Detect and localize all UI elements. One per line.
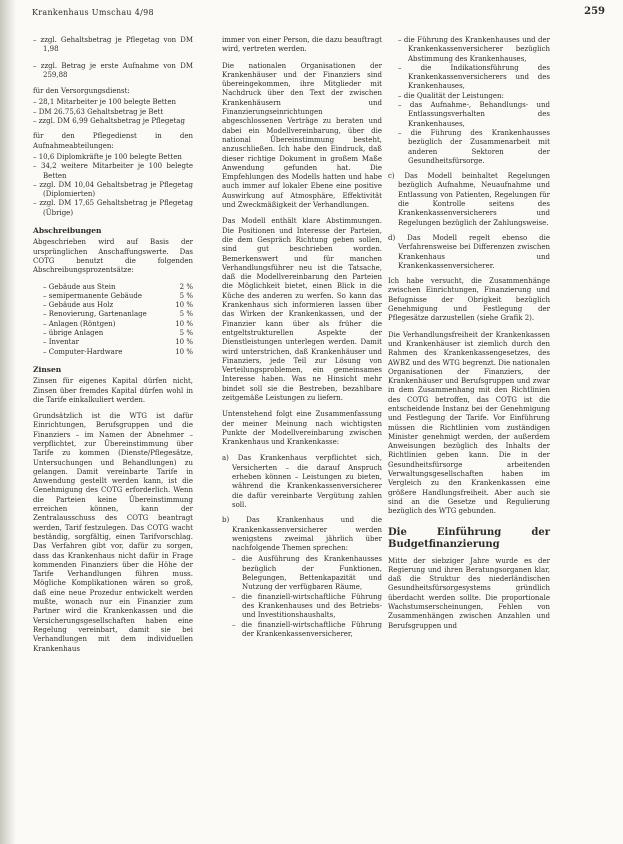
section-heading: Zinsen xyxy=(33,364,62,374)
section-heading: Abschreibungen xyxy=(33,226,102,236)
rate-label: – Inventar xyxy=(43,338,79,347)
paragraph: Zinsen für eigenes Kapital dürfen nicht, Zinsen über fremdes Kapital dürfen wohl in die Tarife einkalkuliert werden. xyxy=(33,377,193,404)
rate-label: – Anlagen (Röntgen) xyxy=(43,319,116,328)
paragraph: Ich habe versucht, die Zusammenhänge zwischen Einrichtungen, Finanzierung und Befugnisse der Obrigkeit bezüglich Genehmigung und Festlegung der Pflegesätze darzustellen (siehe Grafik 2). xyxy=(388,277,550,323)
list-item: – die Führung des Krankenhausses bezüglich der Zusammenarbeit mit anderen Sektoren der Gesundheitsfürsorge. xyxy=(398,128,550,165)
paragraph: – zzgl. Betrag je erste Aufnahme von DM 259,88 xyxy=(33,61,193,79)
enumerated-item: d) Das Modell regelt ebenso die Verfahrensweise bei Differenzen zwischen Krankenhaus und Krankenkassenversicherer. xyxy=(388,233,550,270)
rate-row xyxy=(33,348,193,357)
rate-percent: 2 % xyxy=(179,282,193,291)
list-title: für den Versorgungsdienst: xyxy=(33,87,130,96)
rate-row xyxy=(33,292,193,301)
list-item: – zzgl. DM 10,04 Gehaltsbetrag je Pflegetag (Diplomierten) xyxy=(33,180,193,199)
list-item: – 28,1 Mitarbeiter je 100 belegte Betten xyxy=(33,98,177,107)
rate-percent: 10 % xyxy=(175,301,193,310)
section-heading: Die Einführung der Budgetfinanzierung xyxy=(388,526,550,550)
paragraph: Abgeschrieben wird auf Basis der ursprünglichen Anschaffungswerte. Das COTG benutzt die folgenden Abschreibungsprozentsätze: xyxy=(33,238,193,275)
rate-percent: 5 % xyxy=(179,329,193,338)
paragraph: Untenstehend folgt eine Zusammenfassung der meiner Meinung nach wichtigsten Punkte der Modellvereinbarung zwischen Krankenhaus und Krankenkasse: xyxy=(222,410,382,447)
paragraph: Mitte der siebziger Jahre wurde es der Regierung und ihren Beratungsorganen klar, daß die Struktur des niederländischen Gesundheitsfürsorgesystems gründlich überdacht werden sollte. Die proportionale Wachstumserscheinungen, Fehlen von Zusammenhängen zwischen Anzahlen und Berufsgruppen und xyxy=(388,556,550,630)
rate-percent: 5 % xyxy=(179,310,193,319)
rate-label: – Gebäude aus Stein xyxy=(43,282,116,291)
paragraph: Die nationalen Organisationen der Krankenhäuser und der Finanziers sind übereingekommen, ihre Mitglieder mit Nachdruck über den Text der zwischen Krankenhäusern und Finanzierungseinrichtungen abgeschlossenen Verträge zu beraten und dabei ein Modellvereinbarung, über die national Übereinstimmung besteht, anzuschließen. Ich habe den Eindruck, daß dieser richtige Dokument in großem Maße Anwendung gefunden hat. Die Empfehlungen des Modells hatten und habe auch immer auf lokaler Ebene eine positive Auswirkung auf Atmosphäre, Effektivität und Zweckmäßigkeit der Verhandlungen. xyxy=(222,61,382,210)
rate-label: – Gebäude aus Holz xyxy=(43,301,114,310)
list-item: – die Ausführung des Krankenhausses bezüglich der Funktionen, Belegungen, Bettenkapazität und Nutzung der verfügbaren Räume, xyxy=(232,555,382,592)
rate-row xyxy=(33,338,193,347)
journal-title: Krankenhaus Umschau 4/98 xyxy=(32,8,154,17)
text-column-2 xyxy=(222,36,382,645)
list-item: – die Qualität der Leistungen: xyxy=(398,91,504,100)
list-title: für den Pflegedienst in den Aufnahmeabteilungen: xyxy=(33,132,193,150)
rate-label: – semipermanente Gebäude xyxy=(43,291,142,300)
rate-row xyxy=(33,320,193,329)
list-item: – 10,6 Diplomkräfte je 100 belegte Betten xyxy=(33,152,182,161)
page-spine-shadow xyxy=(0,0,16,844)
paragraph: Die Verhandlungsfreiheit der Krankenkassen und Krankenhäuser ist ziemlich durch den Rahmen des Krankenkassengesetzes, des AWBZ und des WTG begrenzt. Die nationalen Organisationen der Finanziers, der Krankenhäuser und Berufsgruppen und zwar in dem Zusammenhang mit den Richtlinien des COTG betroffen, das COTG ist die entscheidende Instanz bei der Genehmigung und Festlegung der Tarife. Vor Einführung müssen die Richtlinien vom zuständigen Minister genehmigt werden, der außerdem Anweisungen bezüglich des Inhalts der Richtlinien geben kann. Die in der Gesundheitsfürsorge arbeitenden Verwaltungsgesellschaften haben im Vergleich zu den Krankenkassen eine größere Handlungsfreiheit. Aber auch sie sind an die Gesetze und Regulierung bezüglich des WTG gebunden. xyxy=(388,330,550,516)
list-item: – die finanziell-wirtschaftliche Führung der Krankenkassenversicherer, xyxy=(232,620,382,638)
list-item: – DM 26.75,63 Gehaltsbetrag je Bett xyxy=(33,107,164,116)
enumerated-item: a) Das Krankenhaus verpflichtet sich, Versicherten – die darauf Anspruch erheben können – Leistungen zu bieten, während die Krankenkassenversicherer die dafür vereinbarte Vergütung zahlen soll. xyxy=(222,454,382,509)
list-item: – zzgl. DM 17,65 Gehaltsbetrag je Pflegetag (Übrige) xyxy=(33,199,193,217)
paragraph: Grundsätzlich ist die WTG ist dafür Einrichtungen, Berufsgruppen und die Finanziers – im Namen der Abnehmer – verpflichtet, zur Übereinstimmung über Tarife zu kommen (Dienste/Pflegesätze, Untersuchungen und Behandlungen) zu gelangen. Damit vereinbarte Tarife in Anwendung gestellt werden kann, ist die Genehmigung des COTG erforderlich. Wenn die Parteien keine Übereinstimmung erreichen können, kann der Zentralausschuss des COTG beantragt werden, Tarif festzulegen. Das COTG wacht beständig, sorgfältig, einen Tarifvorschlag. Das Verfahren gibt vor, dafür zu sorgen, dass das Krankenhaus nicht dafür in Frage kommenden Finanziers über die Höhe der Tarife Verhandlungen führen muss. Mögliche Komplikationen wären so groß, daß eine neue Prozedur entwickelt werden mußte, wonach nur ein Finanzier zum Partner wird die Krankenkassen und die Versicherungsgesellschaften haben eine Regelung vereinbart, damit sie bei Verhandlungen mit dem individuellen Krankenhaus xyxy=(33,412,193,653)
text-column-1 xyxy=(33,36,193,661)
rate-row xyxy=(33,329,193,338)
paragraph: – zzgl. Gehaltsbetrag je Pflegetag von DM 1,98 xyxy=(33,36,193,54)
rate-row xyxy=(33,283,193,292)
paragraph: immer von einer Person, die dazu beauftragt wird, vertreten werden. xyxy=(222,36,382,54)
rate-percent: 10 % xyxy=(175,319,193,328)
page-header xyxy=(32,6,605,18)
bullet-list xyxy=(222,555,382,639)
list-item: – die finanziell-wirtschaftliche Führung des Krankenhauses und des Betriebs- und Investitionshaushalts, xyxy=(232,592,382,620)
list-item: – die Indikationsführung des Krankenkassenversicherers und des Krankenhauses, xyxy=(398,63,550,91)
depreciation-rates-list xyxy=(33,283,193,357)
rate-label: – Computer-Hardware xyxy=(43,347,123,356)
page-number: 259 xyxy=(584,6,605,17)
rate-percent: 10 % xyxy=(175,338,193,347)
rate-label: – Renovierung, Gartenanlage xyxy=(43,310,147,319)
enumerated-item: c) Das Modell beinhaltet Regelungen bezüglich Aufnahme, Neuaufnahme und Entlassung von Patienten, Regelungen für die Kontrolle seitens des Krankenkassenversicherers und Regelungen bezüglich der Zahlungsweise. xyxy=(388,172,550,227)
list-item: – das Aufnahme-, Behandlungs- und Entlassungsverhalten des Krankenhauses, xyxy=(398,101,550,128)
rate-percent: 10 % xyxy=(175,347,193,356)
bullet-list xyxy=(33,153,193,218)
text-column-3 xyxy=(388,36,550,638)
rate-label: – übrige Anlagen xyxy=(43,329,104,338)
list-item: – die Führung des Krankenhauses und der Krankenkassenversicherer bezüglich Abstimmung des Krankenhauses, xyxy=(398,36,550,63)
list-item: – 34,2 weitere Mitarbeiter je 100 belegte Betten xyxy=(33,162,193,180)
list-item: – zzgl. DM 6,99 Gehaltsbetrag je Pflegetag xyxy=(33,117,185,126)
rate-row xyxy=(33,310,193,319)
enumerated-item: b) Das Krankenhaus und die Krankenkassenversicherer werden wenigstens zweimal jährlich über nachfolgende Themen sprechen: xyxy=(222,516,382,553)
rate-percent: 5 % xyxy=(179,291,193,300)
bullet-list xyxy=(33,98,193,126)
bullet-list xyxy=(388,36,550,166)
rate-row xyxy=(33,301,193,310)
paragraph: Das Modell enthält klare Abstimmungen. Die Positionen und Interesse der Parteien, die dem Gespräch Richtung geben sollen, sind gut beschrieben worden. Bemerkenswert und für manchen Verhandlungsführer neu ist die Tatsache, daß die Modellvereinbarung den Parteien die Möglichkeit bietet, einen Blick in die Küche des anderen zu werfen. So kann das Krankenhaus sich informieren lassen über das Wirken der Krankenkassen, und der Finanzier kann über als früher die entgeltstrukturellen Aspekte der Dienstleistungen unterlegen werden. Damit wird unterstrichen, daß Krankenhäuser und Finanziers, jede Teil zur Lösung von Verteilungsproblemen, ein gemeinsames Interesse haben. Was ne Hinsicht mehr bindet soll sie die Bestreben, bezahlbare zeitgemäße Leistungen zu liefern. xyxy=(222,217,382,402)
